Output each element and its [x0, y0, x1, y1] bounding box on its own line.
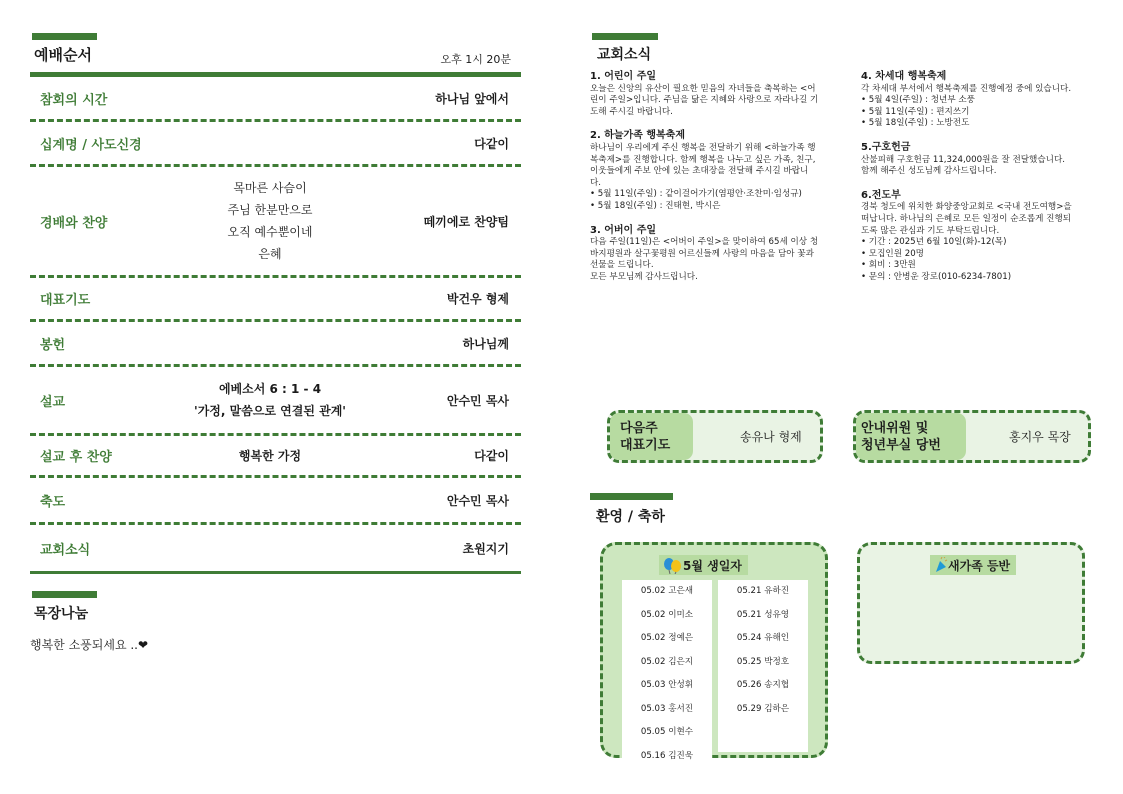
- news-item: [861, 142, 1111, 178]
- next-prayer-tag-line: 다음주: [620, 420, 658, 436]
- news-title: 교회소식: [597, 47, 652, 63]
- order-row-sermon: [30, 367, 521, 436]
- usher-box: [853, 410, 1091, 463]
- order-row-creed: [30, 122, 521, 167]
- birthday-list-left: [622, 580, 712, 768]
- order-label: 교회소식: [40, 542, 91, 558]
- birthday-header: [659, 555, 748, 575]
- news-body: 하나님이 우리에게 주신 행복을 전달하기 위해 <하늘가족 행 복축제>를 진행합니다. 함께 행복을 나누고 싶은 가족, 친구, 이웃들에게 주보 안에 있는 초대장을 전달해 주시길 바랍니 다. • 5월 11일(주일) : 같이걸어가기(염평안·조찬미·임성규) • 5월 18일(주일) : 진태현, 박시은: [590, 142, 816, 211]
- order-label: 축도: [40, 494, 66, 510]
- worship-order-title: 예배순서: [34, 46, 92, 64]
- next-prayer-name: 송유나 형제: [740, 430, 802, 444]
- news-body: 각 차세대 부서에서 행복축제를 진행예정 중에 있습니다. • 5월 4일(주일) : 청년부 소풍 • 5월 11일(주일) : 편지쓰기 • 5월 18일(주일) : 노방전도: [861, 83, 1072, 129]
- birthday-list-right: [718, 580, 808, 752]
- new-family-header: [930, 555, 1016, 575]
- news-body: 산불피해 구호헌금 11,324,000원을 잘 전달했습니다. 함께 해주신 성도님께 감사드립니다.: [861, 154, 1065, 177]
- order-label: 참회의 시간: [40, 92, 108, 108]
- birthday-entry: 05.02 정예은: [640, 633, 694, 643]
- birthday-entry: 05.24 유해인: [736, 633, 790, 643]
- news-item: [861, 190, 1111, 284]
- news-heading: 1. 어린이 주일: [590, 71, 657, 82]
- party-popper-icon: [934, 557, 948, 573]
- usher-tag: [856, 413, 966, 460]
- new-family-box: [857, 542, 1085, 664]
- section-tab-welcome: [590, 493, 673, 500]
- news-heading: 4. 차세대 행복축제: [861, 71, 947, 82]
- order-label: 경배와 찬양: [40, 215, 108, 231]
- next-prayer-box: [607, 410, 823, 463]
- new-family-title: 새가족 등반: [948, 558, 1011, 573]
- sharing-text: 행복한 소풍되세요 ..❤: [30, 638, 149, 652]
- news-item: [590, 225, 852, 284]
- praise-song: 은혜: [258, 247, 282, 261]
- order-row-offering: [30, 322, 521, 367]
- order-leader: 안수민 목사: [446, 493, 509, 508]
- order-label: 봉헌: [40, 337, 66, 353]
- birthday-entry: 05.25 박정호: [736, 656, 790, 667]
- birthday-entry: 05.03 안성휘: [640, 680, 694, 690]
- order-label: 십계명 / 사도신경: [40, 137, 142, 153]
- news-column-left: [590, 71, 852, 296]
- news-body: 오늘은 신앙의 유산이 필요한 믿음의 자녀들을 축복하는 <어 린이 주일>입니다. 주님을 닮은 지혜와 사랑으로 자라나길 기 도해 주시길 바랍니다.: [590, 83, 819, 117]
- birthday-entry: 05.03 홍서진: [640, 703, 694, 714]
- news-body: 경북 청도에 위치한 화양중앙교회로 <국내 전도여행>을 떠납니다. 하나님의 은혜로 모든 일정이 순조롭게 진행되 도록 많은 관심과 기도 부탁드립니다. • 기간 : 2025년 6월 10일(화)-12(목) • 모집인원 20명 • 회비 : 3만원 • 문의 : 안병운 장로(010-6234-7801): [861, 202, 1072, 282]
- praise-song: 주님 한분만으로: [227, 203, 313, 217]
- birthday-entry: 05.02 김은지: [640, 656, 694, 667]
- order-leader: 박건우 형제: [446, 292, 509, 306]
- birthday-box: [600, 542, 828, 761]
- news-heading: 5.구호헌금: [861, 141, 911, 153]
- birthday-entry: 05.26 송지협: [736, 680, 790, 690]
- welcome-title: 환영 / 축하: [596, 509, 665, 525]
- usher-tag-line: 청년부실 당번: [861, 437, 941, 453]
- praise-song-list: [150, 177, 390, 265]
- usher-name: 홍지우 목장: [1009, 430, 1071, 444]
- praise-song: 오직 예수뿐이네: [227, 225, 313, 239]
- praise-song: 목마른 사슴이: [233, 181, 307, 195]
- section-tab-sharing: [32, 591, 97, 598]
- usher-tag-line: 안내위원 및: [861, 420, 929, 436]
- section-tab-news: [592, 33, 658, 40]
- order-label: 설교 후 찬양: [40, 450, 112, 465]
- order-leader: 초원지기: [462, 541, 509, 556]
- order-label: 설교: [40, 394, 66, 410]
- news-heading: 2. 하늘가족 행복축제: [590, 130, 685, 142]
- order-leader: 다같이: [474, 449, 509, 463]
- after-sermon-song: 행복한 가정: [238, 448, 302, 463]
- birthday-entry: 05.02 고은새: [640, 586, 694, 596]
- birthday-entry: 05.21 성유영: [736, 609, 790, 620]
- birthday-title: 5월 생일자: [683, 558, 742, 573]
- order-leader: 다같이: [474, 136, 509, 151]
- birthday-entry: 05.02 이미소: [640, 609, 694, 620]
- order-row-praise: [30, 167, 521, 278]
- birthday-entry: 05.29 김하은: [736, 703, 790, 714]
- order-row-benediction: [30, 478, 521, 525]
- next-prayer-tag-line: 대표기도: [620, 437, 671, 453]
- news-body: 다음 주일(11일)은 <어버이 주일>을 맞이하여 65세 이상 청 바지평원과 살구꽃평원 어르신들께 사랑의 마음을 담아 꽃과 선물을 드립니다. 모든 부모님께 감사드립니다.: [590, 237, 819, 282]
- next-prayer-tag: [610, 413, 693, 460]
- sharing-title: 목장나눔: [34, 606, 89, 622]
- order-leader: 하나님 앞에서: [435, 91, 509, 106]
- news-heading: 3. 어버이 주일: [590, 224, 657, 236]
- birthday-entry: 05.16 김진욱: [640, 750, 694, 761]
- birthday-entry: 05.21 유하진: [736, 586, 790, 596]
- news-column-right: [861, 71, 1111, 296]
- news-item: [590, 71, 852, 118]
- sermon-scripture: 에베소서 6 : 1 - 4: [218, 382, 322, 396]
- order-leader: 하나님께: [462, 336, 509, 351]
- order-row-news: [30, 525, 521, 574]
- sermon-title: '가정, 말씀으로 연결된 관계': [194, 404, 346, 418]
- order-label: 대표기도: [40, 293, 91, 308]
- order-leader: 떼끼에로 찬양팀: [423, 214, 509, 229]
- section-tab-worship: [32, 33, 97, 40]
- birthday-entry: 05.05 이현수: [640, 727, 694, 737]
- order-row-repentance: [30, 77, 521, 122]
- news-item: [590, 130, 852, 212]
- news-heading: 6.전도부: [861, 189, 901, 201]
- sermon-info: [150, 378, 390, 422]
- balloon-icon: [663, 556, 683, 574]
- order-row-after-sermon: [30, 436, 521, 478]
- worship-time: 오후 1시 20분: [440, 53, 511, 66]
- news-item: [861, 71, 1111, 130]
- order-row-prayer: [30, 278, 521, 322]
- order-leader: 안수민 목사: [446, 393, 509, 408]
